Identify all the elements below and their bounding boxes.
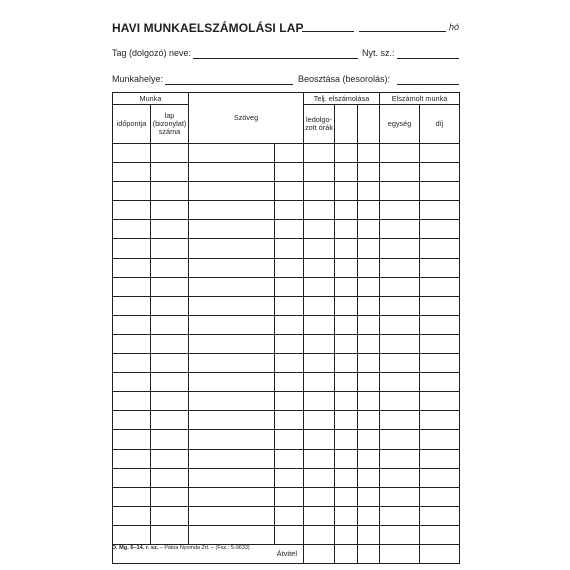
sheet-number-column-header: lap (bizonylat) száma [151,105,189,144]
table-cell[interactable] [335,506,358,525]
table-cell[interactable] [275,449,304,468]
table-cell[interactable] [189,201,275,220]
table-cell[interactable] [189,277,275,296]
table-cell[interactable] [113,277,151,296]
table-cell[interactable] [189,373,275,392]
table-cell[interactable] [113,315,151,334]
table-cell[interactable] [275,163,304,182]
table-cell[interactable] [380,163,420,182]
carry-over-cell[interactable] [420,544,460,563]
table-cell[interactable] [304,334,335,353]
table-cell[interactable] [275,296,304,315]
table-cell[interactable] [304,487,335,506]
table-cell[interactable] [275,277,304,296]
table-cell[interactable] [275,239,304,258]
table-cell[interactable] [358,392,380,411]
table-cell[interactable] [335,430,358,449]
table-cell[interactable] [151,506,189,525]
table-cell[interactable] [335,392,358,411]
table-cell[interactable] [380,258,420,277]
table-cell[interactable] [358,449,380,468]
table-cell[interactable] [420,449,460,468]
table-cell[interactable] [380,487,420,506]
table-cell[interactable] [151,296,189,315]
table-cell[interactable] [358,334,380,353]
table-cell[interactable] [358,239,380,258]
table-cell[interactable] [335,296,358,315]
table-cell[interactable] [304,220,335,239]
table-cell[interactable] [304,144,335,163]
table-cell[interactable] [113,163,151,182]
table-cell[interactable] [380,449,420,468]
table-cell[interactable] [335,220,358,239]
table-row [113,277,460,296]
table-cell[interactable] [151,392,189,411]
table-cell[interactable] [420,392,460,411]
table-cell[interactable] [113,354,151,373]
table-cell[interactable] [380,239,420,258]
table-cell[interactable] [275,487,304,506]
table-cell[interactable] [151,144,189,163]
table-cell[interactable] [420,468,460,487]
table-cell[interactable] [304,468,335,487]
table-row [113,392,460,411]
table-cell[interactable] [275,182,304,201]
table-cell[interactable] [113,220,151,239]
table-cell[interactable] [113,239,151,258]
table-cell[interactable] [358,220,380,239]
table-cell[interactable] [420,163,460,182]
table-cell[interactable] [380,525,420,544]
table-cell[interactable] [189,258,275,277]
table-cell[interactable] [275,525,304,544]
table-row [113,487,460,506]
table-row [113,163,460,182]
table-cell[interactable] [358,163,380,182]
table-cell[interactable] [113,144,151,163]
table-cell[interactable] [151,315,189,334]
table-cell[interactable] [304,201,335,220]
table-row [113,220,460,239]
table-row [113,315,460,334]
table-cell[interactable] [358,315,380,334]
table-cell[interactable] [275,201,304,220]
month-suffix: hó [449,22,460,32]
table-cell[interactable] [304,392,335,411]
table-cell[interactable] [275,315,304,334]
table-cell[interactable] [151,258,189,277]
table-cell[interactable] [113,468,151,487]
table-cell[interactable] [275,430,304,449]
position-field[interactable] [397,84,459,85]
table-cell[interactable] [189,163,275,182]
table-cell[interactable] [189,239,275,258]
table-cell[interactable] [335,354,358,373]
table-cell[interactable] [189,506,275,525]
table-cell[interactable] [304,354,335,373]
table-row [113,296,460,315]
table-cell[interactable] [304,239,335,258]
carry-over-cell[interactable] [358,544,380,563]
table-cell[interactable] [113,334,151,353]
table-cell[interactable] [335,411,358,430]
carry-over-cell[interactable] [335,544,358,563]
table-cell[interactable] [420,506,460,525]
date-column-header: időpontja [113,105,151,144]
table-cell[interactable] [189,182,275,201]
table-cell[interactable] [151,220,189,239]
table-cell[interactable] [151,525,189,544]
table-cell[interactable] [420,144,460,163]
table-cell[interactable] [380,506,420,525]
table-row [113,506,460,525]
table-cell[interactable] [335,144,358,163]
table-cell[interactable] [380,277,420,296]
munka-group-header: Munka [113,93,189,105]
nyt-number-label: Nyt. sz.: [362,48,395,58]
table-cell[interactable] [335,258,358,277]
table-cell[interactable] [189,468,275,487]
table-cell[interactable] [380,182,420,201]
table-cell[interactable] [113,373,151,392]
table-cell[interactable] [189,334,275,353]
table-cell[interactable] [151,373,189,392]
table-cell[interactable] [304,315,335,334]
table-cell[interactable] [151,239,189,258]
table-cell[interactable] [189,449,275,468]
table-cell[interactable] [151,487,189,506]
table-cell[interactable] [380,468,420,487]
position-label: Beosztása (besorolás): [298,74,391,84]
table-cell[interactable] [275,373,304,392]
table-cell[interactable] [420,182,460,201]
table-cell[interactable] [358,201,380,220]
table-cell[interactable] [420,411,460,430]
table-cell[interactable] [151,163,189,182]
table-cell[interactable] [380,334,420,353]
table-cell[interactable] [189,144,275,163]
carry-over-cell[interactable] [380,544,420,563]
table-row [113,373,460,392]
table-cell[interactable] [358,373,380,392]
table-cell[interactable] [380,430,420,449]
nyt-number-field[interactable] [397,58,459,59]
table-cell[interactable] [358,258,380,277]
table-cell[interactable] [113,392,151,411]
table-row [113,468,460,487]
table-cell[interactable] [275,220,304,239]
table-cell[interactable] [275,411,304,430]
table-cell[interactable] [275,144,304,163]
table-cell[interactable] [304,449,335,468]
table-cell[interactable] [335,163,358,182]
table-cell[interactable] [420,258,460,277]
table-cell[interactable] [151,411,189,430]
table-cell[interactable] [380,296,420,315]
text-column-header: Szöveg [189,93,304,144]
table-cell[interactable] [151,182,189,201]
table-cell[interactable] [151,201,189,220]
table-cell[interactable] [335,239,358,258]
table-row [113,430,460,449]
table-cell[interactable] [113,525,151,544]
table-cell[interactable] [113,449,151,468]
table-cell[interactable] [380,315,420,334]
table-cell[interactable] [189,525,275,544]
table-cell[interactable] [189,430,275,449]
table-cell[interactable] [380,392,420,411]
table-cell[interactable] [335,373,358,392]
form-code: D. Mg. 6–14. r. sz. [112,545,159,551]
table-cell[interactable] [358,296,380,315]
table-cell[interactable] [113,258,151,277]
table-cell[interactable] [380,373,420,392]
work-log-table [112,92,460,564]
table-cell[interactable] [275,354,304,373]
table-cell[interactable] [335,525,358,544]
table-cell[interactable] [335,201,358,220]
table-cell[interactable] [304,163,335,182]
table-cell[interactable] [304,430,335,449]
table-cell[interactable] [304,182,335,201]
workplace-label: Munkahelye: [112,74,164,84]
table-cell[interactable] [420,201,460,220]
workplace-field[interactable] [165,84,293,85]
table-cell[interactable] [358,487,380,506]
table-cell[interactable] [304,373,335,392]
table-cell[interactable] [304,296,335,315]
table-cell[interactable] [358,411,380,430]
table-cell[interactable] [189,392,275,411]
table-cell[interactable] [380,201,420,220]
table-cell[interactable] [420,354,460,373]
elszamolt-group-header: Elszámolt munka [380,93,460,105]
table-cell[interactable] [113,411,151,430]
table-cell[interactable] [275,392,304,411]
table-cell[interactable] [189,296,275,315]
table-cell[interactable] [189,220,275,239]
table-cell[interactable] [113,296,151,315]
table-cell[interactable] [113,201,151,220]
table-cell[interactable] [335,182,358,201]
table-cell[interactable] [189,315,275,334]
table-cell[interactable] [420,220,460,239]
table-cell[interactable] [358,144,380,163]
table-cell[interactable] [304,525,335,544]
carry-over-cell[interactable] [304,544,335,563]
table-cell[interactable] [335,449,358,468]
table-cell[interactable] [151,430,189,449]
table-cell[interactable] [420,487,460,506]
table-cell[interactable] [151,354,189,373]
table-cell[interactable] [151,449,189,468]
member-name-label: Tag (dolgozó) neve: [112,48,192,58]
table-row [113,525,460,544]
hours-column-header: ledolgo-zott órák [304,105,335,144]
table-cell[interactable] [113,487,151,506]
table-cell[interactable] [113,506,151,525]
table-cell[interactable] [380,411,420,430]
telj-group-header: Telj. elszámolása [304,93,380,105]
table-cell[interactable] [358,525,380,544]
table-cell[interactable] [335,315,358,334]
telj-blank-header-2 [358,105,380,144]
table-cell[interactable] [304,506,335,525]
table-row [113,449,460,468]
table-cell[interactable] [151,277,189,296]
table-cell[interactable] [304,411,335,430]
table-cell[interactable] [380,220,420,239]
table-cell[interactable] [189,354,275,373]
unit-column-header: egység [380,105,420,144]
table-row [113,258,460,277]
table-cell[interactable] [335,468,358,487]
table-cell[interactable] [335,277,358,296]
table-cell[interactable] [113,182,151,201]
table-cell[interactable] [380,144,420,163]
table-cell[interactable] [358,430,380,449]
table-cell[interactable] [189,411,275,430]
table-cell[interactable] [275,258,304,277]
table-cell[interactable] [420,334,460,353]
table-cell[interactable] [189,487,275,506]
table-cell[interactable] [358,182,380,201]
table-row [113,201,460,220]
table-cell[interactable] [380,354,420,373]
table-row [113,144,460,163]
table-cell[interactable] [420,315,460,334]
year-blank-line[interactable] [302,31,354,32]
table-cell[interactable] [420,239,460,258]
table-cell[interactable] [275,506,304,525]
table-cell[interactable] [420,373,460,392]
table-row [113,411,460,430]
table-cell[interactable] [304,258,335,277]
member-name-field[interactable] [193,58,358,59]
table-cell[interactable] [358,277,380,296]
table-cell[interactable] [420,430,460,449]
form-title: HAVI MUNKAELSZÁMOLÁSI LAP [112,21,304,35]
table-cell[interactable] [420,277,460,296]
table-cell[interactable] [275,334,304,353]
table-cell[interactable] [358,506,380,525]
table-cell[interactable] [151,334,189,353]
table-row [113,334,460,353]
table-row [113,239,460,258]
table-cell[interactable] [420,525,460,544]
table-cell[interactable] [358,468,380,487]
table-cell[interactable] [304,277,335,296]
fee-column-header: díj [420,105,460,144]
month-blank-line[interactable] [359,31,446,32]
table-cell[interactable] [420,296,460,315]
table-row [113,354,460,373]
table-cell[interactable] [335,487,358,506]
table-cell[interactable] [151,468,189,487]
table-cell[interactable] [358,354,380,373]
publisher-text: – Pátria Nyomda Zrt. – (Fsz.: S-9633) [158,545,250,551]
table-cell[interactable] [113,430,151,449]
table-cell[interactable] [335,334,358,353]
carry-over-label: Átvitel [113,544,304,563]
form-footer [112,545,250,551]
table-row [113,182,460,201]
table-cell[interactable] [275,468,304,487]
telj-blank-header-1 [335,105,358,144]
